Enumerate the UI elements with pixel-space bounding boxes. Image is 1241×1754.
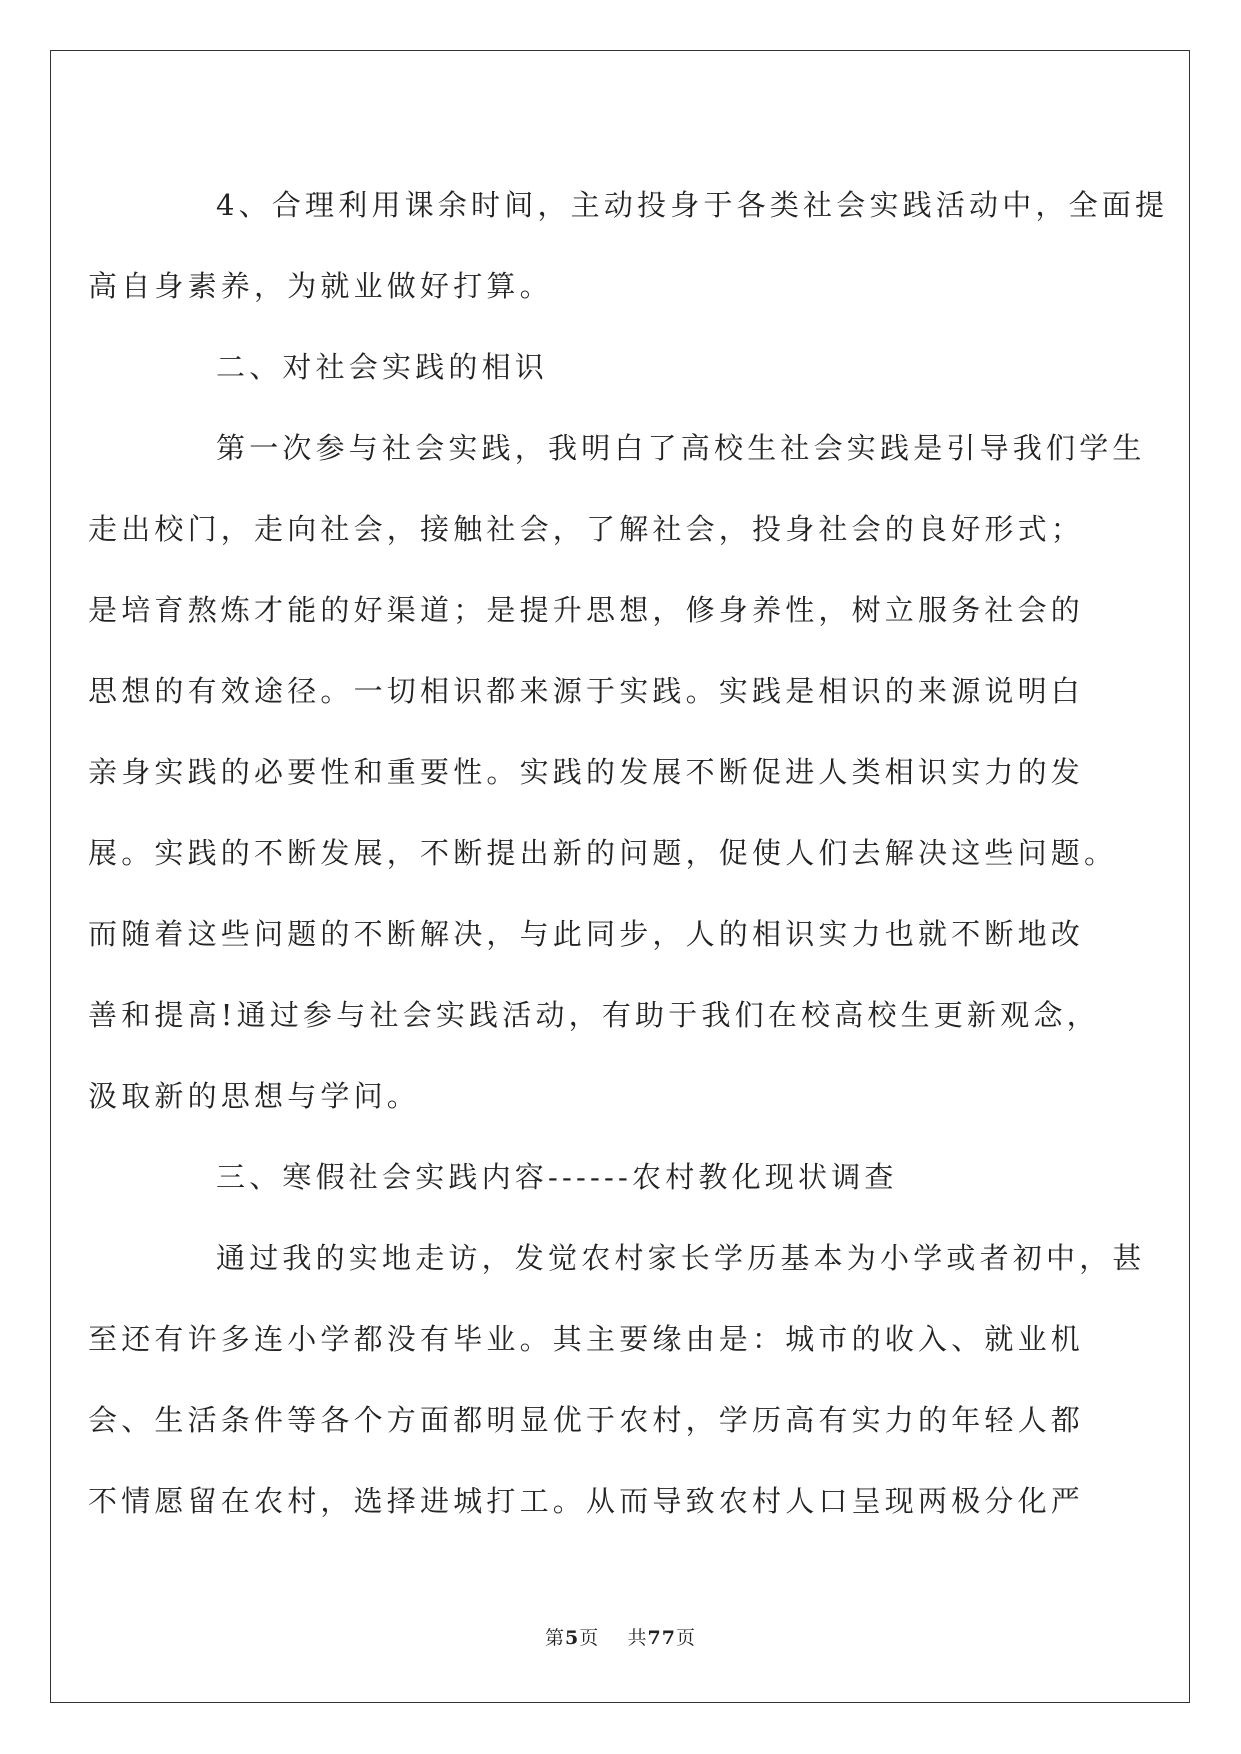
text-line: 二、对社会实践的相识 — [216, 350, 549, 384]
text-line: 思想的有效途径。一切相识都来源于实践。实践是相识的来源说明白 — [88, 674, 1085, 708]
page-footer — [0, 1623, 1241, 1650]
text-line: 善和提高!通过参与社会实践活动，有助于我们在校高校生更新观念， — [88, 998, 1100, 1032]
text-line: 而随着这些问题的不断解决，与此同步，人的相识实力也就不断地改 — [88, 917, 1085, 951]
section-heading-3 — [152, 1137, 1097, 1218]
text-line: 通过我的实地走访，发觉农村家长学历基本为小学或者初中，甚 — [216, 1241, 1146, 1275]
text-line: 会、生活条件等各个方面都明显优于农村，学历高有实力的年轻人都 — [88, 1403, 1085, 1437]
text-line: 高自身素养，为就业做好打算。 — [88, 269, 553, 303]
total-pages: 77 — [647, 1627, 676, 1649]
text-line: 展。实践的不断发展，不断提出新的问题，促使人们去解决这些问题。 — [88, 836, 1118, 870]
text-line: 汲取新的思想与学问。 — [88, 1079, 421, 1113]
text-line: 不情愿留在农村，选择进城打工。从而导致农村人口呈现两极分化严 — [88, 1484, 1085, 1518]
section-heading-2 — [152, 327, 1097, 408]
text-line: 走出校门，走向社会，接触社会，了解社会，投身社会的良好形式； — [88, 512, 1085, 546]
text-line: 至还有许多连小学都没有毕业。其主要缘由是：城市的收入、就业机 — [88, 1322, 1085, 1356]
text-line: 4、合理利用课余时间，主动投身于各类社会实践活动中，全面提 — [216, 188, 1169, 222]
text-line: 三、寒假社会实践内容------农村教化现状调查 — [216, 1160, 898, 1194]
paragraph-survey — [88, 1218, 1146, 1542]
paragraph-practice — [88, 408, 1146, 1137]
page-number: 5 — [565, 1627, 580, 1649]
footer-prefix: 第 — [545, 1627, 566, 1649]
footer-total-prefix: 共 — [627, 1627, 648, 1649]
footer-total-suffix: 页 — [675, 1627, 696, 1649]
footer-page-suffix: 页 — [579, 1627, 600, 1649]
text-line: 第一次参与社会实践，我明白了高校生社会实践是引导我们学生 — [216, 431, 1146, 465]
text-line: 亲身实践的必要性和重要性。实践的发展不断促进人类相识实力的发 — [88, 755, 1085, 789]
text-line: 是培育熬炼才能的好渠道；是提升思想，修身养性，树立服务社会的 — [88, 593, 1085, 627]
paragraph-item-4 — [88, 165, 1169, 327]
document-body — [88, 165, 1169, 1542]
